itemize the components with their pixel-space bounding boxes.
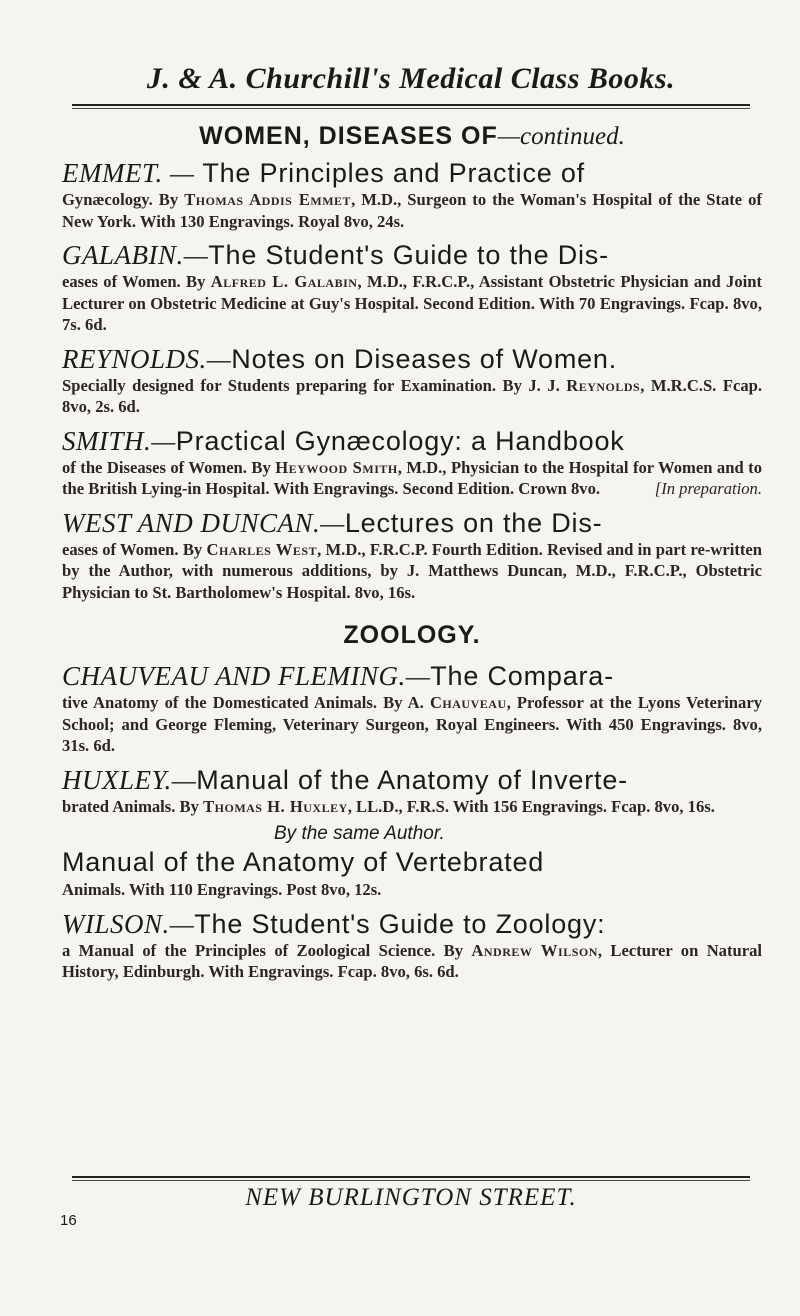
entry-author: WILSON.— <box>62 908 195 939</box>
entry-description: eases of Women. By Alfred L. Galabin, M.D., F.R.C.P., Assistant Obstetric Physician and Joint Lecturer on Obstetric Medicine at Guy's Hospital. Second Edition. With 70 Engravings. Fcap. 8vo, 7s. 6d. <box>62 272 762 334</box>
section-title: WOMEN, DISEASES OF <box>199 122 498 150</box>
entry-description: of the Diseases of Women. By Heywood Smith, M.D., Physician to the Hospital for Women and to the British Lying-in Hospital. With Engravings. Second Edition. Crown 8vo. [In preparation. <box>62 457 762 498</box>
footer-rule <box>72 1176 750 1178</box>
page-number: 16 <box>60 1212 77 1229</box>
entry-description: Specially designed for Students preparing for Examination. By J. J. Reynolds, M.R.C.S. Fcap. 8vo, 2s. 6d. <box>62 375 762 416</box>
catalog-entry <box>62 764 762 901</box>
entry-work: The Student's Guide to Zoology: <box>194 908 606 939</box>
footer-address: NEW BURLINGTON STREET. <box>245 1184 577 1211</box>
entry-description: brated Animals. By Thomas H. Huxley, LL.D., F.R.S. With 156 Engravings. Fcap. 8vo, 16s. <box>62 796 715 816</box>
catalog-entry <box>62 507 762 604</box>
catalog-entry <box>62 908 762 983</box>
entry-description-secondary: Animals. With 110 Engravings. Post 8vo, 12s. <box>62 880 382 899</box>
header-rule-thin <box>72 108 750 109</box>
section-heading-zoology: ZOOLOGY. <box>343 621 481 649</box>
entry-work: The Compara- <box>430 661 614 691</box>
catalog-entry <box>62 343 762 418</box>
entry-author: SMITH.— <box>62 425 176 456</box>
entry-author: CHAUVEAU AND FLEMING.— <box>62 661 431 691</box>
header-rule <box>72 104 750 106</box>
entry-work: Lectures on the Dis- <box>344 507 603 538</box>
entry-description: tive Anatomy of the Domesticated Animals. By A. Chauveau, Professor at the Lyons Veterinary School; and George Fleming, Veterinary Surgeon, Royal Engineers. With 450 Engravings. 8vo, 31s. 6d. <box>62 693 762 755</box>
catalog-entry <box>62 157 762 232</box>
entry-work: The Principles and Practice of <box>194 158 585 188</box>
entry-author: REYNOLDS.— <box>62 343 232 374</box>
running-head: J. & A. Churchill's Medical Class Books. <box>146 62 676 95</box>
entry-work: Manual of the Anatomy of Inverte- <box>196 764 628 795</box>
entries-zoology <box>62 660 762 983</box>
page-content <box>62 122 762 990</box>
entry-author: HUXLEY.— <box>62 764 197 795</box>
catalog-entry <box>62 660 762 757</box>
entry-work: The Student's Guide to the Dis- <box>208 240 609 270</box>
book-page <box>58 0 764 1316</box>
section-heading-women <box>62 122 762 151</box>
entry-work: Notes on Diseases of Women. <box>231 343 618 374</box>
entry-description: Gynæcology. By Thomas Addis Emmet, M.D., Surgeon to the Woman's Hospital of the State of New York. With 130 Engravings. Royal 8vo, 24s. <box>62 190 762 231</box>
footer-rule-thin <box>72 1180 750 1181</box>
entry-author: EMMET. — <box>62 158 195 188</box>
catalog-entry <box>62 239 762 336</box>
in-preparation-note: [In preparation. <box>654 479 762 498</box>
entry-work: Practical Gynæcology: a Handbook <box>175 425 625 456</box>
catalog-entry <box>62 425 762 500</box>
entry-author: GALABIN.— <box>62 240 209 270</box>
entries-women <box>62 157 762 603</box>
entry-author: WEST AND DUNCAN.— <box>62 507 345 538</box>
entry-description: a Manual of the Principles of Zoological Science. By Andrew Wilson, Lecturer on Natural History, Edinburgh. With Engravings. Fcap. 8vo, 6s. 6d. <box>62 940 762 981</box>
entry-description: eases of Women. By Charles West, M.D., F.R.C.P. Fourth Edition. Revised and in part re-written by the Author, with numerous additions, by J. Matthews Duncan, M.D., F.R.C.P., Obstetric Physician to St. Bartholomew's Hospital. 8vo, 16s. <box>62 539 762 602</box>
same-author-label: By the same Author. <box>274 823 445 844</box>
section-continued: —continued. <box>497 123 625 150</box>
entry-work-secondary: Manual of the Anatomy of Vertebrated <box>62 847 545 877</box>
